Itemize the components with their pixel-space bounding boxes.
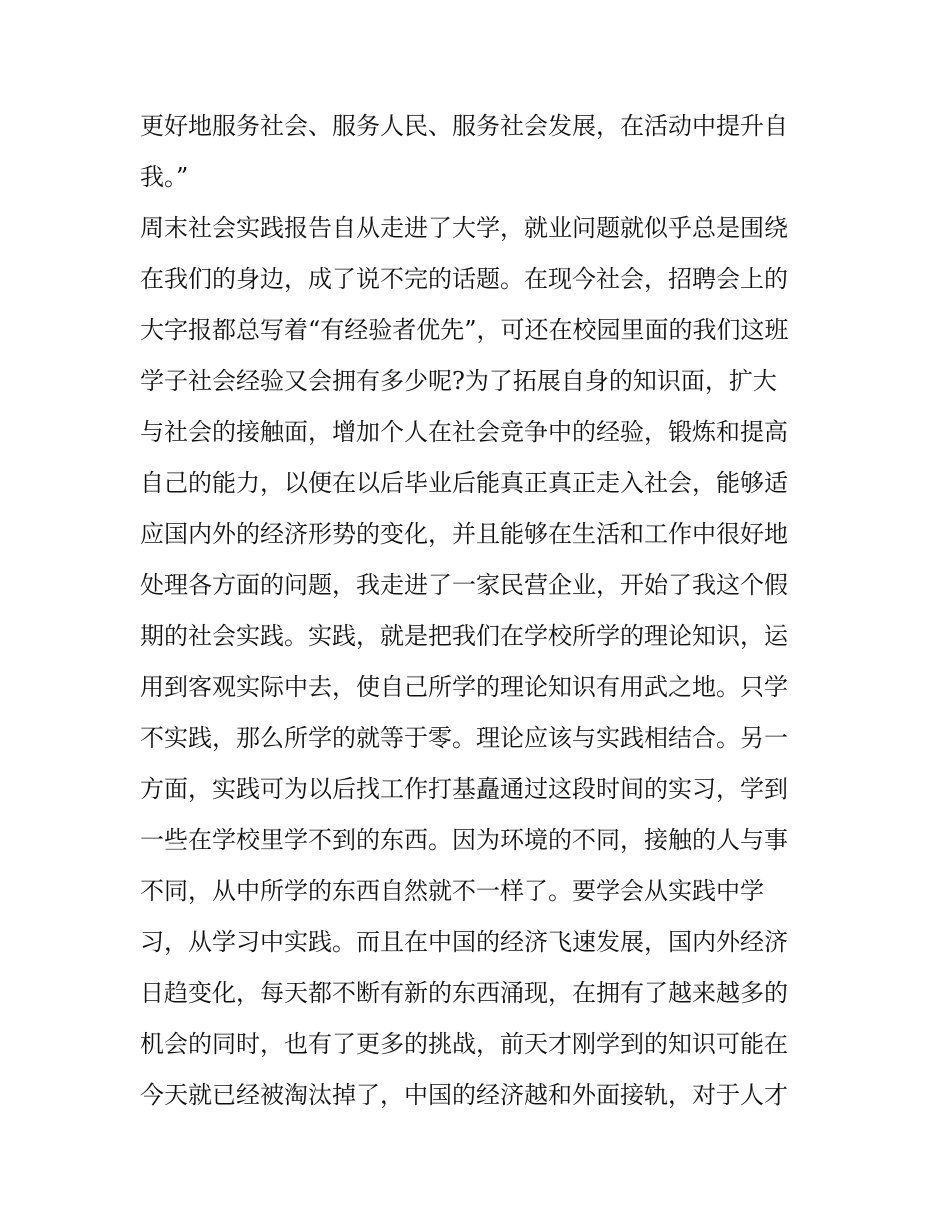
text-line: 不同，从中所学的东西自然就不一样了。要学会从实践中学 <box>140 877 764 905</box>
text-line: 更好地服务社会、服务人民、服务社会发展，在活动中提升自 <box>140 112 788 140</box>
body-text <box>140 101 820 1121</box>
text-line: 在我们的身边，成了说不完的话题。在现今社会，招聘会上的 <box>140 265 788 293</box>
text-line: 习，从学习中实践。而且在中国的经济飞速发展，国内外经济 <box>140 928 788 956</box>
text-line: 大字报都总写着“有经验者优先”，可还在校园里面的我们这班 <box>140 316 789 344</box>
text-line: 用到客观实际中去，使自己所学的理论知识有用武之地。只学 <box>140 673 788 701</box>
text-line: 期的社会实践。实践，就是把我们在学校所学的理论知识，运 <box>140 622 788 650</box>
text-line: 与社会的接触面，增加个人在社会竞争中的经验，锻炼和提高 <box>140 418 788 446</box>
text-line: 今天就已经被淘汰掉了，中国的经济越和外面接轨，对于人才 <box>140 1081 788 1109</box>
text-line: 机会的同时，也有了更多的挑战，前天才刚学到的知识可能在 <box>140 1030 788 1058</box>
text-line: 我。” <box>140 163 189 191</box>
text-line: 不实践，那么所学的就等于零。理论应该与实践相结合。另一 <box>140 724 788 752</box>
text-line: 方面，实践可为以后找工作打基矗通过这段时间的实习，学到 <box>140 775 788 803</box>
text-line: 处理各方面的问题，我走进了一家民营企业，开始了我这个假 <box>140 571 788 599</box>
text-line: 日趋变化，每天都不断有新的东西涌现，在拥有了越来越多的 <box>140 979 788 1007</box>
text-line: 学子社会经验又会拥有多少呢?为了拓展自身的知识面，扩大 <box>140 367 777 395</box>
text-line: 周末社会实践报告自从走进了大学，就业问题就似乎总是围绕 <box>140 214 788 242</box>
text-line: 自己的能力，以便在以后毕业后能真正真正走入社会，能够适 <box>140 469 788 497</box>
text-line: 一些在学校里学不到的东西。因为环境的不同，接触的人与事 <box>140 826 788 854</box>
text-line: 应国内外的经济形势的变化，并且能够在生活和工作中很好地 <box>140 520 788 548</box>
